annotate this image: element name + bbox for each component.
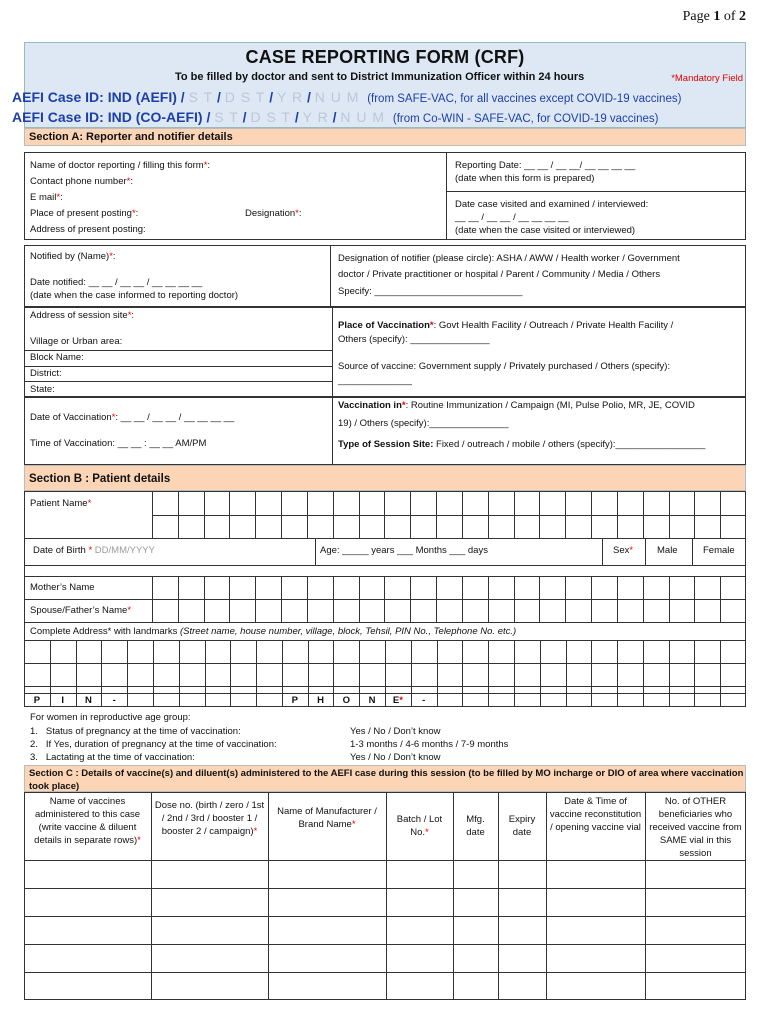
address-grid-cell <box>127 640 128 693</box>
name-grid-cell <box>694 576 695 622</box>
co-id-year-field[interactable]: Y R <box>302 109 329 125</box>
form-subtitle: To be filled by doctor and sent to District Immunization Officer within 24 hours <box>175 71 585 83</box>
address-grid-cell <box>256 640 257 693</box>
pin-phone-cell <box>617 693 618 707</box>
place-of-vaccination[interactable]: Place of Vaccination*: Govt Health Facility / Outreach / Private Health Facility / <box>338 320 674 331</box>
email-field[interactable]: E mail*: <box>30 192 63 203</box>
aefi-case-id-row: AEFI Case ID: IND (AEFI) / S T / D S T / Y R / N U M (from SAFE-VAC, for all vaccines except COVID-19 vaccines) <box>12 89 682 105</box>
address-grid-cell <box>179 640 180 693</box>
village-field[interactable]: Village or Urban area: <box>30 336 123 347</box>
notifier-specify-field[interactable]: Specify: ____________________________ <box>338 286 523 297</box>
name-grid-cell <box>281 491 282 538</box>
session-address-field[interactable]: Address of session site*: <box>30 310 135 321</box>
phone-letter: N <box>368 695 376 706</box>
name-grid-cell <box>565 576 566 622</box>
name-grid-cell <box>617 576 618 622</box>
pin-phone-cell <box>205 693 206 707</box>
pin-phone-cell <box>488 693 489 707</box>
table-col-divider <box>386 792 387 1000</box>
phone-letter: - <box>422 695 426 706</box>
designation-field[interactable]: Designation*: <box>245 208 302 219</box>
address-grid-cell <box>437 640 438 693</box>
name-grid-cell <box>694 491 695 538</box>
table-header-cell: Name of Manufacturer / Brand Name* <box>277 806 377 830</box>
pin-phone-cell <box>643 693 644 707</box>
pin-phone-cell <box>437 693 438 707</box>
name-grid-cell <box>359 491 360 538</box>
name-grid-cell <box>514 576 515 622</box>
address-grid-cell <box>566 640 567 693</box>
name-grid-cell <box>669 491 670 538</box>
pin-phone-cell <box>127 693 128 707</box>
pin-phone-cell <box>153 693 154 707</box>
name-grid-cell <box>539 576 540 622</box>
name-grid-cell <box>384 576 385 622</box>
pin-letter: - <box>112 695 116 706</box>
block-field[interactable]: Block Name: <box>30 352 84 363</box>
pin-phone-cell <box>540 693 541 707</box>
pin-letter: I <box>61 695 64 706</box>
name-grid-cell <box>669 576 670 622</box>
session-site-type[interactable]: Type of Session Site: Fixed / outreach / mobile / others (specify):_________________ <box>338 439 706 450</box>
pin-phone-cell <box>179 693 180 707</box>
table-col-divider <box>498 792 499 1000</box>
table-header-cell: Expiry date <box>508 814 536 838</box>
table-col-divider <box>546 792 547 1000</box>
address-grid-cell <box>643 640 644 693</box>
table-header-cell: Dose no. (birth / zero / 1st / 2nd / 3rd / booster 1 / booster 2 / campaign)* <box>154 800 265 837</box>
lactating-options[interactable]: Yes / No / Don’t know <box>350 752 441 763</box>
table-header-cell: Date & Time of vaccine reconstitution / opening vaccine vial <box>549 796 642 833</box>
pin-phone-cell <box>591 693 592 707</box>
address-grid-cell <box>230 640 231 693</box>
dob-field[interactable]: Date of Birth * DD/MM/YYYY <box>33 545 155 556</box>
pregnancy-duration-options[interactable]: 1-3 months / 4-6 months / 7-9 months <box>350 739 509 750</box>
women-intro: For women in reproductive age group: <box>30 712 191 723</box>
address-grid-cell <box>359 640 360 693</box>
name-grid-cell <box>229 576 230 622</box>
name-grid-cell <box>617 491 618 538</box>
section-b-title: Section B : Patient details <box>24 465 746 491</box>
table-row <box>24 916 746 917</box>
notifier-designation[interactable]: Designation of notifier (please circle): ASHA / AWW / Health worker / Government <box>338 253 680 264</box>
address-grid-cell <box>153 640 154 693</box>
name-grid-cell <box>436 491 437 538</box>
pin-letter: P <box>33 695 41 706</box>
id-number-field[interactable]: N U M <box>314 89 360 105</box>
co-id-district-field[interactable]: D S T <box>250 109 291 125</box>
id-year-field[interactable]: Y R <box>276 89 304 105</box>
sex-label: Sex* <box>613 545 634 556</box>
name-grid-cell <box>255 576 256 622</box>
section-a-title: Section A: Reporter and notifier details <box>24 128 746 146</box>
contact-phone-field[interactable]: Contact phone number*: <box>30 176 133 187</box>
address-grid-cell <box>50 640 51 693</box>
table-header-cell: Name of vaccines administered to this case (write vaccine & diluent details in separate rows)* <box>34 796 141 846</box>
age-field[interactable]: Age: _____ years ___ Months ___ days <box>320 545 488 556</box>
district-field[interactable]: District: <box>30 368 62 379</box>
posting-address-field[interactable]: Address of present posting: <box>30 224 146 235</box>
address-grid-cell <box>76 640 77 693</box>
co-aefi-case-id-row: AEFI Case ID: IND (CO-AEFI) / S T / D S T / Y R / N U M (from Co-WIN - SAFE-VAC, for COVID-19 vaccines) <box>12 109 659 125</box>
address-grid-cell <box>411 640 412 693</box>
phone-letter: O <box>342 695 350 706</box>
name-grid-cell <box>204 576 205 622</box>
pin-phone-cell <box>694 693 695 707</box>
name-grid-cell <box>488 576 489 622</box>
sex-female-option[interactable]: Female <box>703 545 735 556</box>
name-grid-cell <box>229 491 230 538</box>
id-district-field[interactable]: D S T <box>224 89 266 105</box>
pin-phone-cell <box>514 693 515 707</box>
visited-label: Date case visited and examined / interviewed: <box>455 199 649 210</box>
address-grid-cell <box>694 640 695 693</box>
date-notified-field[interactable]: Date notified: __ __ / __ __ / __ __ __ __ <box>30 277 203 288</box>
name-grid-cell <box>410 576 411 622</box>
name-grid-cell <box>488 491 489 538</box>
state-field[interactable]: State: <box>30 384 55 395</box>
table-row <box>24 888 746 889</box>
address-grid-cell <box>462 640 463 693</box>
name-grid-cell <box>436 576 437 622</box>
name-grid-cell <box>643 576 644 622</box>
address-grid-cell <box>101 640 102 693</box>
pregnancy-status-options[interactable]: Yes / No / Don’t know <box>350 726 441 737</box>
address-grid-cell <box>205 640 206 693</box>
address-grid-cell <box>385 640 386 693</box>
table-col-divider <box>645 792 646 1000</box>
name-grid-cell <box>643 491 644 538</box>
patient-name-label: Patient Name* <box>30 498 92 509</box>
phone-letter: P <box>291 695 298 706</box>
name-grid-cell <box>204 491 205 538</box>
id-state-field[interactable]: S T <box>188 89 214 105</box>
name-grid-cell <box>178 491 179 538</box>
address-grid-cell <box>308 640 309 693</box>
table-row <box>24 944 746 945</box>
name-grid-cell <box>514 491 515 538</box>
name-grid-cell <box>384 491 385 538</box>
pin-phone-cell <box>720 693 721 707</box>
pin-phone-cell <box>669 693 670 707</box>
name-grid-cell <box>720 491 721 538</box>
table-col-divider <box>151 792 152 1000</box>
posting-field[interactable]: Place of present posting*: <box>30 208 139 219</box>
address-grid-cell <box>488 640 489 693</box>
table-header-cell: No. of OTHER beneficiaries who received vaccine from SAME vial in this session <box>649 796 742 859</box>
name-grid-cell <box>410 491 411 538</box>
address-grid-cell <box>282 640 283 693</box>
co-id-state-field[interactable]: S T <box>214 109 239 125</box>
phone-letter: E* <box>392 695 403 706</box>
address-grid-cell <box>591 640 592 693</box>
pin-phone-cell <box>462 693 463 707</box>
address-grid-cell <box>540 640 541 693</box>
source-of-vaccine[interactable]: Source of vaccine: Government supply / Privately purchased / Others (specify): <box>338 361 671 372</box>
form-title: CASE REPORTING FORM (CRF) <box>245 47 525 67</box>
address-grid-cell <box>333 640 334 693</box>
table-col-divider <box>268 792 269 1000</box>
date-of-vaccination-field[interactable]: Date of Vaccination*: __ __ / __ __ / __ __ __ __ <box>30 412 235 423</box>
pin-phone-cell <box>566 693 567 707</box>
address-grid-cell <box>514 640 515 693</box>
address-grid-cell <box>720 640 721 693</box>
address-grid-cell <box>617 640 618 693</box>
table-header-cell: Batch / Lot No.* <box>396 814 443 838</box>
mother-name-field[interactable]: Mother’s Name <box>30 582 95 593</box>
name-grid-cell <box>539 491 540 538</box>
name-grid-cell <box>462 576 463 622</box>
name-grid-cell <box>359 576 360 622</box>
spouse-name-field[interactable]: Spouse/Father’s Name* <box>30 605 132 616</box>
page-number: Page 1 of 2 <box>682 9 746 24</box>
mandatory-note: *Mandatory Field <box>671 73 743 84</box>
name-grid-cell <box>255 491 256 538</box>
pin-phone-cell <box>230 693 231 707</box>
pin-letter: N <box>85 695 92 706</box>
name-grid-cell <box>333 491 334 538</box>
co-id-number-field[interactable]: N U M <box>340 109 386 125</box>
name-grid-cell <box>281 576 282 622</box>
name-grid-cell <box>178 576 179 622</box>
doctor-name-field[interactable]: Name of doctor reporting / filling this form*: <box>30 160 211 171</box>
name-grid-cell <box>720 576 721 622</box>
address-label: Complete Address* with landmarks (Street name, house number, village, block, Tehsil, PIN No., Telephone No. etc.) <box>30 626 517 637</box>
phone-letter: H <box>317 695 324 706</box>
table-row <box>24 972 746 973</box>
name-grid-cell <box>307 576 308 622</box>
notified-by-field[interactable]: Notified by (Name)*: <box>30 251 116 262</box>
reporting-date-field[interactable]: Reporting Date: __ __ / __ __/ __ __ __ __ <box>455 160 636 171</box>
pin-phone-cell <box>256 693 257 707</box>
table-row <box>24 860 746 861</box>
name-grid-cell <box>591 576 592 622</box>
name-grid-cell <box>565 491 566 538</box>
name-grid-cell <box>333 576 334 622</box>
sex-male-option[interactable]: Male <box>657 545 678 556</box>
vaccination-in[interactable]: Vaccination in*: Routine Immunization / Campaign (MI, Pulse Polio, MR, JE, COVID <box>338 400 695 411</box>
address-grid-cell <box>669 640 670 693</box>
name-grid-cell <box>591 491 592 538</box>
table-header-cell: Mfg. date <box>466 814 485 838</box>
time-of-vaccination-field[interactable]: Time of Vaccination: __ __ : __ __ AM/PM <box>30 438 207 449</box>
table-col-divider <box>453 792 454 1000</box>
name-grid-cell <box>462 491 463 538</box>
name-grid-cell <box>307 491 308 538</box>
visited-date-field[interactable]: __ __ / __ __ / __ __ __ __ <box>455 212 569 223</box>
section-c-title: Section C : Details of vaccine(s) and diluent(s) administered to the AEFI case during this session (to be filled by MO incharge or DIO of area where vaccination took place) <box>24 765 746 792</box>
